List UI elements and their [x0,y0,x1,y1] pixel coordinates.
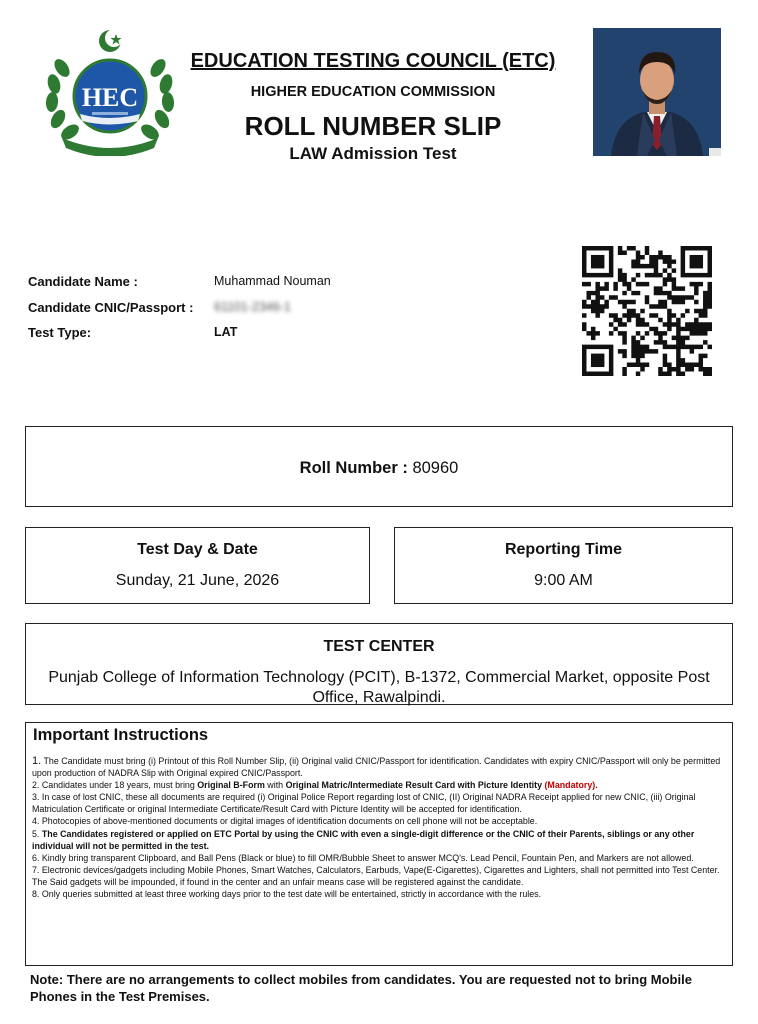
instruction-item [32,828,726,852]
hec-logo [40,26,180,156]
instructions-box [25,722,733,966]
reporting-time-value: 9:00 AM [534,572,593,589]
instruction-number: 1. [32,755,42,767]
instruction-text: The Candidate must bring (i) Printout of this Roll Number Slip, (ii) Original valid CNIC/Passport for identification. Candidates with expiry CNIC/Passport will only be permitted upon production of NADRA Slip with Original expired CNIC/Passport. [32,756,721,779]
instruction-item: 6. Kindly bring transparent Clipboard, and Ball Pens (Black or blue) to fill OMR/Bubble Sheet to answer MCQ's. Lead Pencil, Fountain Pen, and Markers are not allowed. [32,852,694,863]
test-center-box [25,623,733,705]
candidate-cnic-value: 61101-2346-1 [214,300,291,314]
candidate-cnic-label: Candidate CNIC/Passport : [28,300,194,315]
roll-number-value: 80960 [412,459,459,477]
instruction-bold: The Candidates registered or applied on ETC Portal by using the CNIC with even a single-digit difference or the CNIC of their Parents, siblings or any other individual will not be permitted in the test. [32,828,695,851]
test-date-box [25,527,370,604]
test-center-address: Punjab College of Information Technology (PCIT), B-1372, Commercial Market, opposite Post Office, Rawalpindi. [48,669,710,706]
slip-title: ROLL NUMBER SLIP [244,111,502,141]
test-name: LAW Admission Test [289,144,457,163]
test-type-value: LAT [214,325,238,339]
mandatory-note: (Mandatory). [542,780,598,791]
instructions-title: Important Instructions [33,726,209,744]
roll-number-box [25,426,733,507]
test-date-value: Sunday, 21 June, 2026 [115,572,280,589]
instruction-item: 7. Electronic devices/gadgets including Mobile Phones, Smart Watches, Calculators, Earbuds, Vape(E-Cigarettes), Cigarettes and Lighters, shall not permitted into Test Center. The Said gadgets will be impounded, if found in the center and an unfair means case will be registered against the candidate. [32,864,720,887]
logo-text: HEC [81,83,139,112]
test-type-label: Test Type: [28,325,92,340]
instruction-bold: Original Matric/Intermediate Result Card with Picture Identity [285,780,543,791]
qr-code [582,246,712,376]
instruction-item: 8. Only queries submitted at least three working days prior to the test date will be entertained, strictly in accordance with the rules. [32,889,542,900]
instructions-list [32,755,726,900]
mobile-phone-note: Note: There are no arrangements to collect mobiles from candidates. You are requested not to bring Mobile Phones in the Test Premises. [30,972,692,1004]
instruction-item: 3. In case of lost CNIC, these all documents are required (i) Original Police Report regarding lost of CNIC, (II) Original NADRA Receipt applied for new CNIC, (iii) Original Matriculation Certificate or original Intermediate Certificate/Result Card with Picture Identity will be accepted for identification. [32,792,696,815]
commission-name: HIGHER EDUCATION COMMISSION [250,84,496,100]
instruction-item [32,779,726,791]
reporting-time-label: Reporting Time [504,541,623,558]
instruction-bold: Original B-Form [197,780,265,791]
instruction-item [32,755,726,779]
instruction-text: 2. Candidates under 18 years, must bring [32,780,198,791]
test-center-label: TEST CENTER [323,638,435,655]
test-date-label: Test Day & Date [137,541,258,558]
reporting-time-box [394,527,733,604]
candidate-name-value: Muhammad Nouman [214,274,331,288]
roll-number [26,459,732,478]
roll-number-label: Roll Number : [299,459,408,477]
candidate-photo [593,28,721,156]
instruction-item: 4. Photocopies of above-mentioned documents or digital images of identification documents on cell phone will not be acceptable. [32,816,538,827]
candidate-name-label: Candidate Name : [28,274,138,289]
instruction-number: 5. [32,828,42,839]
instruction-text: with [264,780,286,791]
org-title: EDUCATION TESTING COUNCIL (ETC) [190,50,556,72]
